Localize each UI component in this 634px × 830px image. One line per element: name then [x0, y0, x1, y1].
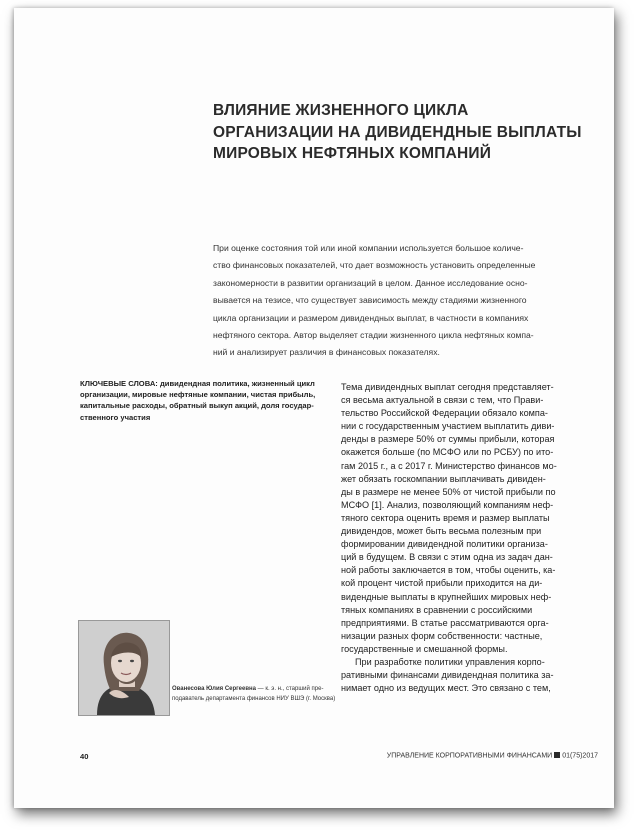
body-line: нии с государственным участием выплатить диви- — [341, 421, 555, 432]
author-name: Ованесова Юлия Сергеевна — [172, 686, 256, 692]
body-line: государственные и смешанной формы. — [341, 643, 508, 654]
keywords-label: КЛЮЧЕВЫЕ СЛОВА: — [80, 379, 158, 388]
body-line: жет обязать госкомпании выплачивать дивиден- — [341, 473, 546, 484]
body-line: тяных компаниях в сравнении с российскими — [341, 604, 533, 615]
author-affiliation: подаватель департамента финансов НИУ ВШЭ (г. Москва) — [172, 696, 336, 702]
body-line: окажется больше (по МСФО или по РСБУ) по ито- — [341, 447, 554, 458]
body-line: нимает одно из ведущих мест. Это связано с тем, — [341, 683, 551, 694]
abstract-line: цикла организации и размером дивидендных выплат, в частности в компаниях — [213, 312, 529, 323]
body-line: тяного сектора оценить время и размер выплаты — [341, 512, 550, 523]
journal-name: УПРАВЛЕНИЕ КОРПОРАТИВНЫМИ ФИНАНСАМИ — [386, 752, 553, 760]
body-line: гам 2015 г., а с 2017 г. Министерство финансов мо- — [341, 460, 557, 471]
keywords-text: дивидендная политика, жизненный цикл — [159, 379, 315, 388]
body-line: ций в будущем. В связи с этим одна из задач дан- — [341, 552, 553, 563]
keywords-line: ственного участия — [80, 412, 151, 422]
body-line: денды в размере 50% от суммы прибыли, которая — [341, 434, 555, 445]
abstract-line: вывается на тезисе, что существует зависимость между стадиями жизненного — [213, 295, 527, 306]
author-portrait-image — [79, 621, 169, 715]
body-line: дивидендов, может быть весьма полезным при — [341, 526, 542, 537]
keywords-line: капитальные расходы, обратный выкуп акций, доля государ- — [80, 401, 314, 411]
journal-issue: 01(75)2017 — [562, 752, 598, 760]
author-line — [172, 684, 352, 694]
abstract-line: нефтяного сектора. Автор выделяет стадии жизненного цикла нефтяных компа- — [213, 330, 534, 341]
journal-page — [14, 8, 614, 808]
article-abstract — [213, 240, 597, 362]
body-line: ративными финансами дивидендная политика за- — [341, 670, 554, 681]
author-info — [172, 684, 352, 704]
title-line: ВЛИЯНИЕ ЖИЗНЕННОГО ЦИКЛА — [213, 102, 469, 119]
keywords-block — [80, 378, 325, 423]
author-photo — [78, 620, 170, 716]
body-line: низации разных форм собственности: частные, — [341, 630, 543, 641]
abstract-line: ний и анализирует различия в финансовых показателях. — [213, 347, 440, 358]
square-icon — [554, 752, 560, 758]
title-line: МИРОВЫХ НЕФТЯНЫХ КОМПАНИЙ — [213, 145, 492, 162]
title-line: ОРГАНИЗАЦИИ НА ДИВИДЕНДНЫЕ ВЫПЛАТЫ — [213, 123, 582, 141]
abstract-line: закономерности в развитии организаций в целом. Данное исследование осно- — [213, 277, 528, 288]
article-title — [213, 100, 613, 165]
author-title: — к. э. н., старший пре- — [255, 686, 324, 692]
journal-footer — [387, 752, 598, 760]
body-line: ды в размере не менее 50% от чистой прибыли по — [341, 486, 556, 497]
body-line: ся весьма актуальной в связи с тем, что Прави- — [341, 395, 544, 406]
body-line: При разработке политики управления корпо- — [355, 656, 545, 667]
body-line: ной работы заключается в том, чтобы оценить, ка- — [341, 565, 556, 576]
body-line: предприятиями. В статье рассматриваются орга- — [341, 617, 549, 628]
abstract-line: ство финансовых показателей, что дает возможность установить определенные — [213, 260, 536, 271]
body-line: кой процент чистой прибыли приходится на ди- — [341, 578, 543, 589]
keywords-line: организации, мировые нефтяные компании, чистая прибыль, — [80, 390, 316, 400]
keywords-first-line — [80, 378, 325, 389]
body-line: МСФО [1]. Анализ, позволяющий компаниям неф- — [341, 499, 554, 510]
page-number: 40 — [80, 752, 89, 761]
body-line: видендные выплаты в крупнейших мировых неф- — [341, 591, 552, 602]
article-body — [341, 381, 603, 695]
body-line: тельство Российской Федерации обязало компа- — [341, 408, 548, 419]
body-line: формировании дивидендной политики организа- — [341, 539, 548, 550]
body-line: Тема дивидендных выплат сегодня представляет- — [341, 382, 554, 392]
abstract-line: При оценке состояния той или иной компании используется большое количе- — [213, 243, 524, 253]
